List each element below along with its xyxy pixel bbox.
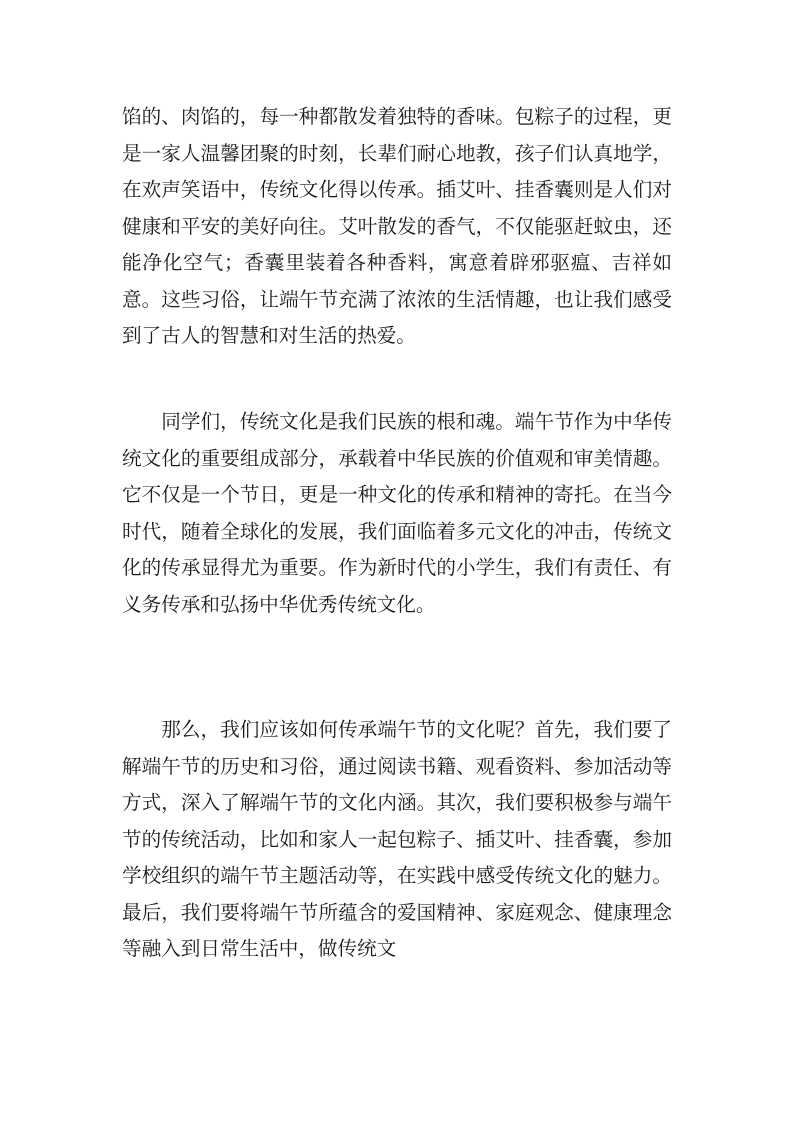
paragraph-traditional-culture: 同学们，传统文化是我们民族的根和魂。端午节作为中华传统文化的重要组成部分，承载着中华民族的价值观和审美情趣。它不仅是一个节日，更是一种文化的传承和精神的寄托。在当今时代，随着全球化的发展，我们面临着多元文化的冲击，传统文化的传承显得尤为重要。作为新时代的小学生，我们有责任、有义务传承和弘扬中华优秀传统文化。 bbox=[122, 410, 672, 616]
paragraph-inheritance: 那么，我们应该如何传承端午节的文化呢？首先，我们要了解端午节的历史和习俗，通过阅读书籍、观看资料、参加活动等方式，深入了解端午节的文化内涵。其次，我们要积极参与端午节的传统活动，比如和家人一起包粽子、插艾叶、挂香囊，参加学校组织的端午节主题活动等，在实践中感受传统文化的魅力。最后，我们要将端午节所蕴含的爱国精神、家庭观念、健康理念等融入到日常生活中，做传统文 bbox=[122, 718, 672, 960]
paragraph-continuation: 馅的、肉馅的，每一种都散发着独特的香味。包粽子的过程，更是一家人温馨团聚的时刻，长辈们耐心地教，孩子们认真地学，在欢声笑语中，传统文化得以传承。插艾叶、挂香囊则是人们对健康和平安的美好向往。艾叶散发的香气，不仅能驱赶蚊虫，还能净化空气；香囊里装着各种香料，寓意着辟邪驱瘟、吉祥如意。这些习俗，让端午节充满了浓浓的生活情趣，也让我们感受到了古人的智慧和对生活的热爱。 bbox=[122, 105, 672, 347]
